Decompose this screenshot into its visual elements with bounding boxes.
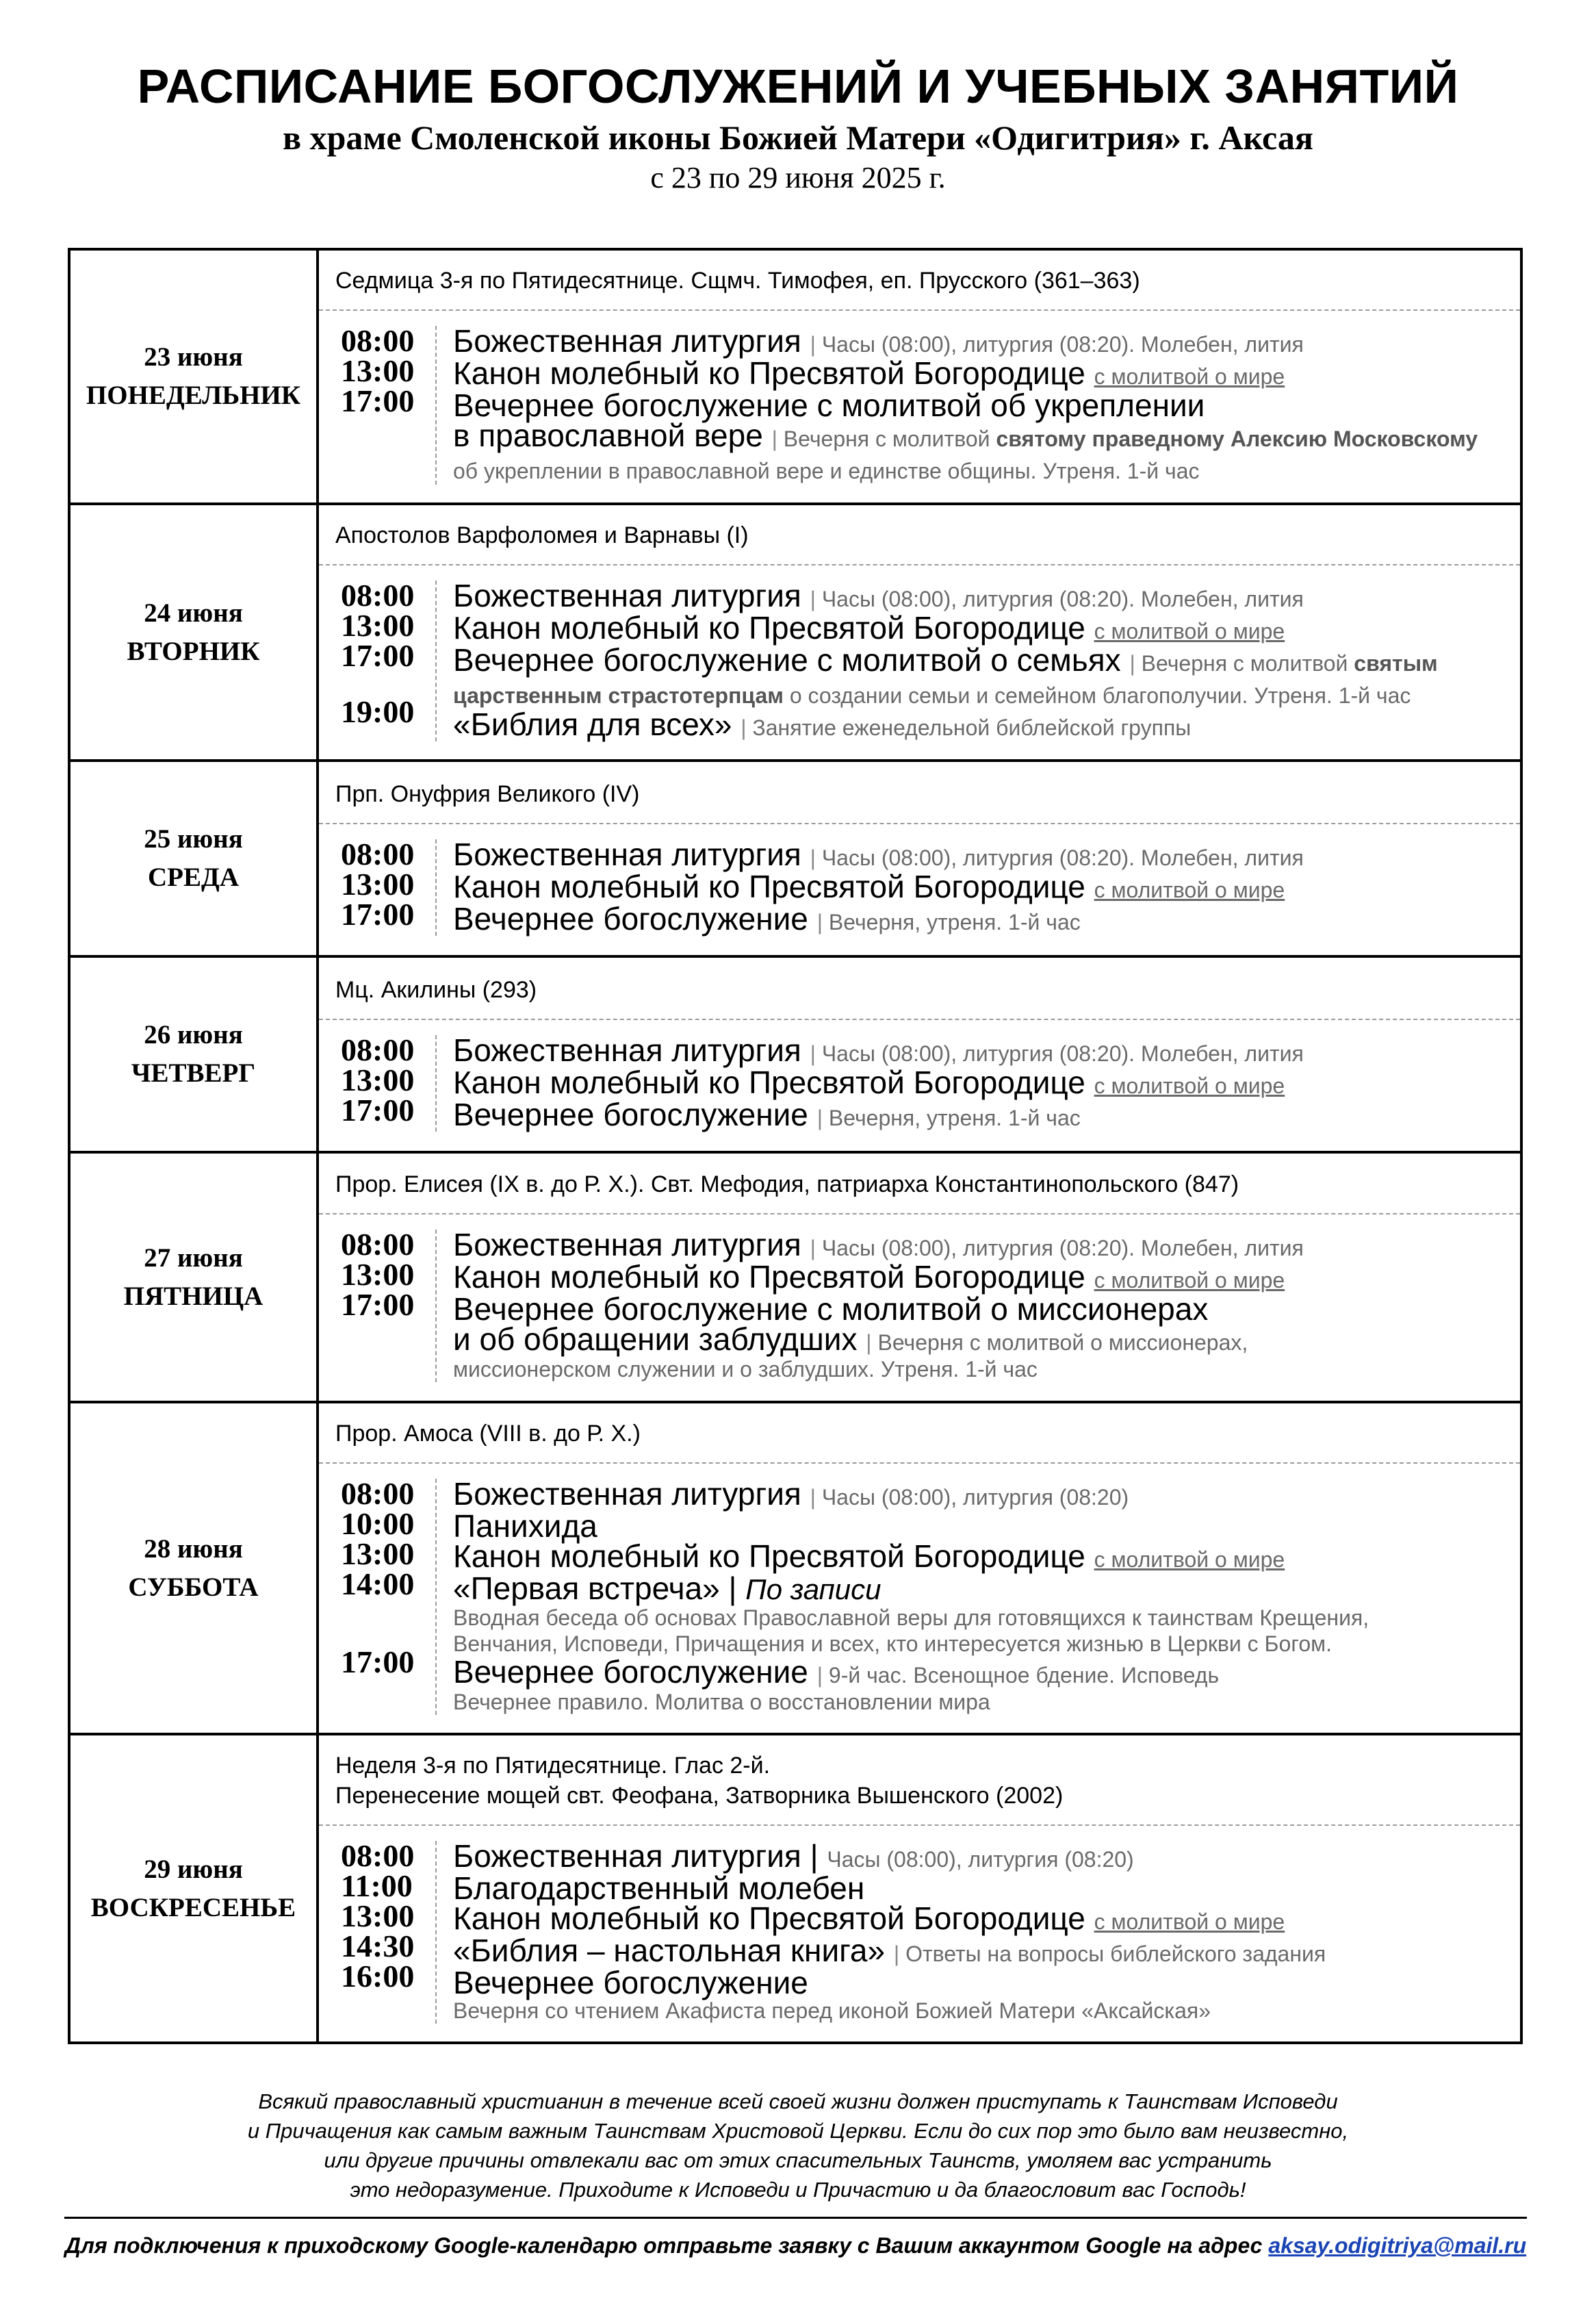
service-note: с молитвой о мире xyxy=(1094,877,1285,902)
commemoration xyxy=(319,1735,1520,1826)
service-title: Канон молебный ко Пресвятой Богородице xyxy=(453,1064,1085,1100)
service-time: 13:00 xyxy=(341,608,415,643)
service-note: Вечерня со чтением Акафиста перед иконой Божией Матери «Аксайская» xyxy=(453,1998,1211,2023)
service-time: 17:00 xyxy=(341,1092,415,1128)
separator: | xyxy=(810,1041,816,1066)
service-time: 08:00 xyxy=(341,1476,415,1511)
service-time: 08:00 xyxy=(341,1838,415,1873)
service-time: 13:00 xyxy=(341,1257,415,1292)
footnote-line: и Причащения как самым важным Таинствам Христовой Церкви. Если до сих пор это было вам неизвестно, xyxy=(247,2119,1349,2143)
service-note: с молитвой о мире xyxy=(1094,1909,1285,1934)
service-title: Канон молебный ко Пресвятой Богородице xyxy=(453,868,1085,904)
service-item xyxy=(453,1227,1506,1262)
service-note: Часы (08:00), литургия (08:20) xyxy=(827,1847,1134,1872)
service-time: 13:00 xyxy=(341,866,415,902)
separator: | xyxy=(810,1838,819,1874)
day-date: 28 июня xyxy=(144,1534,243,1564)
service-item xyxy=(453,642,1506,709)
services-cell xyxy=(318,249,1521,504)
service-item xyxy=(453,355,1506,391)
service-time: 17:00 xyxy=(341,1644,415,1679)
service-title: «Первая встреча» xyxy=(453,1570,720,1606)
day-weekday: СУББОТА xyxy=(128,1572,259,1602)
divider xyxy=(64,2217,1527,2219)
separator: | xyxy=(816,909,823,934)
service-time: 08:00 xyxy=(341,1227,415,1262)
page-title: РАСПИСАНИЕ БОГОСЛУЖЕНИЙ И УЧЕБНЫХ ЗАНЯТИЙ xyxy=(137,60,1459,113)
service-item xyxy=(453,1321,1506,1357)
service-item xyxy=(453,387,1506,423)
separator: | xyxy=(810,845,816,870)
time-column xyxy=(319,1227,437,1382)
service-time: 16:00 xyxy=(341,1959,415,1994)
service-item xyxy=(453,868,1506,904)
separator: | xyxy=(810,1485,816,1510)
service-time: 13:00 xyxy=(341,1536,415,1571)
service-note: Часы (08:00), литургия (08:20). Молебен, лития xyxy=(821,587,1304,611)
time-column xyxy=(319,578,437,741)
service-item xyxy=(453,1032,1506,1068)
service-item xyxy=(453,1900,1506,1936)
service-title: Вечернее богослужение xyxy=(453,900,808,937)
page-subtitle: в храме Смоленской иконы Божией Матери «Одигитрия» г. Аксая xyxy=(283,118,1313,157)
day-weekday: ПОНЕДЕЛЬНИК xyxy=(86,381,301,410)
service-time: 08:00 xyxy=(341,1032,415,1067)
time-column xyxy=(319,836,437,936)
service-time: 08:00 xyxy=(341,836,415,871)
service-time: 14:00 xyxy=(341,1566,415,1601)
commemoration: Мц. Акилины (293) xyxy=(319,960,1520,1020)
service-note: с молитвой о мире xyxy=(1094,619,1285,644)
date-cell xyxy=(69,1734,318,2043)
service-title: Божественная литургия xyxy=(453,323,801,359)
day-date: 25 июня xyxy=(144,824,243,854)
service-item xyxy=(453,1259,1506,1295)
services-cell xyxy=(318,956,1521,1152)
service-title: Канон молебный ко Пресвятой Богородице xyxy=(453,1538,1085,1574)
service-note: миссионерском служении и о заблудших. Утреня. 1-й час xyxy=(453,1357,1038,1382)
date-cell xyxy=(69,249,318,504)
service-item xyxy=(453,1838,1506,1874)
service-title: Канон молебный ко Пресвятой Богородице xyxy=(453,1900,1085,1936)
day-row-sunday xyxy=(69,1734,1521,2043)
service-time: 17:00 xyxy=(341,896,415,932)
service-note: Часы (08:00), литургия (08:20). Молебен, лития xyxy=(821,332,1304,357)
service-note: с молитвой о мире xyxy=(1094,1268,1285,1293)
day-row-tuesday xyxy=(69,504,1521,761)
day-weekday: ВТОРНИК xyxy=(127,636,260,666)
day-date: 26 июня xyxy=(144,1020,243,1049)
service-item xyxy=(453,900,1506,937)
day-date: 29 июня xyxy=(144,1854,243,1884)
service-note: об укреплении в православной вере и единстве общины. Утреня. 1-й час xyxy=(453,459,1200,483)
day-weekday: ЧЕТВЕРГ xyxy=(131,1058,256,1088)
date-cell xyxy=(69,761,318,956)
service-time: 11:00 xyxy=(341,1868,413,1903)
service-item xyxy=(453,420,1506,485)
service-note: с молитвой о мире xyxy=(1094,1547,1285,1572)
service-time: 17:00 xyxy=(341,383,415,418)
commemoration-line: Перенесение мощей свт. Феофана, Затворника Вышенского (2002) xyxy=(335,1783,1064,1809)
separator: | xyxy=(728,1570,737,1606)
service-note: Часы (08:00), литургия (08:20) xyxy=(821,1485,1129,1510)
separator: | xyxy=(810,587,816,611)
service-note: Вечернее правило. Молитва о восстановлении мира xyxy=(453,1690,990,1714)
service-title: Канон молебный ко Пресвятой Богородице xyxy=(453,610,1085,646)
schedule-period: с 23 по 29 июня 2025 г. xyxy=(650,161,946,194)
service-note: Вечерня с молитвой о миссионерах, xyxy=(877,1330,1248,1355)
service-note: Часы (08:00), литургия (08:20). Молебен, лития xyxy=(821,845,1304,870)
commemoration: Седмица 3-я по Пятидесятнице. Сщмч. Тимофея, еп. Прусского (361–363) xyxy=(319,251,1520,311)
day-date: 24 июня xyxy=(144,598,243,628)
service-note: о создании семьи и семейном благополучии. Утреня. 1-й час xyxy=(789,683,1411,708)
service-item xyxy=(453,1570,1506,1606)
separator: | xyxy=(893,1942,900,1966)
service-title: и об обращении заблудших xyxy=(453,1321,858,1357)
service-note: Часы (08:00), литургия (08:20). Молебен, лития xyxy=(821,1236,1304,1260)
service-time: 10:00 xyxy=(341,1506,415,1541)
separator: | xyxy=(866,1330,872,1355)
service-title: Божественная литургия xyxy=(453,578,801,613)
service-title: Божественная литургия xyxy=(453,1032,801,1068)
service-note-bold: святому праведному Алексию Московскому xyxy=(996,427,1478,451)
service-title: Божественная литургия xyxy=(453,1476,801,1512)
service-time: 13:00 xyxy=(341,1062,415,1097)
day-weekday: ПЯТНИЦА xyxy=(123,1281,263,1311)
service-note-bold: святым царственным страстотерпцам xyxy=(453,651,1438,708)
service-title: Канон молебный ко Пресвятой Богородице xyxy=(453,355,1085,391)
service-title: «Библия для всех» xyxy=(453,707,732,742)
service-note-italic: По записи xyxy=(745,1573,881,1605)
service-item xyxy=(453,1538,1506,1574)
day-row-saturday xyxy=(69,1402,1521,1734)
day-weekday: ВОСКРЕСЕНЬЕ xyxy=(90,1892,296,1922)
service-note: Ответы на вопросы библейского задания xyxy=(905,1942,1326,1966)
service-time: 08:00 xyxy=(341,578,415,613)
service-note: 9-й час. Всенощное бдение. Исповедь xyxy=(828,1663,1220,1688)
service-note: Вечерня, утреня. 1-й час xyxy=(828,909,1081,934)
service-title: Канон молебный ко Пресвятой Богородице xyxy=(453,1259,1085,1295)
time-column xyxy=(319,323,437,485)
service-title: Божественная литургия xyxy=(453,836,801,872)
footnote xyxy=(137,2087,1459,2204)
service-title: Вечернее богослужение с молитвой о семьях xyxy=(453,642,1121,678)
day-row-wednesday xyxy=(69,761,1521,956)
service-item xyxy=(453,323,1506,359)
day-row-friday xyxy=(69,1152,1521,1402)
service-time: 19:00 xyxy=(341,694,415,729)
service-item xyxy=(453,1965,1506,2000)
schedule-table xyxy=(68,248,1523,2044)
services-cell xyxy=(318,504,1521,761)
day-weekday: СРЕДА xyxy=(148,863,239,892)
commemoration: Прп. Онуфрия Великого (IV) xyxy=(319,764,1520,824)
time-column xyxy=(319,1476,437,1715)
service-time: 13:00 xyxy=(341,353,415,388)
footnote-line: это недоразумение. Приходите к Исповеди и Причастию и да благословит вас Господь! xyxy=(350,2178,1246,2202)
footnote-line: или другие причины отвлекали вас от этих спасительных Таинств, умоляем вас устранить xyxy=(324,2148,1272,2172)
separator: | xyxy=(816,1663,823,1688)
separator: | xyxy=(1129,651,1135,676)
service-time: 13:00 xyxy=(341,1898,415,1933)
service-item xyxy=(453,1096,1506,1132)
service-title: Панихида xyxy=(453,1508,597,1544)
service-description: Венчания, Исповеди, Причащения и всех, кто интересуется жизнью в Церкви с Богом. xyxy=(453,1631,1332,1656)
service-time: 17:00 xyxy=(341,638,415,673)
service-title: Вечернее богослужение с молитвой о миссионерах xyxy=(453,1291,1209,1327)
service-title: Божественная литургия xyxy=(453,1227,801,1262)
service-note: Вечерня с молитвой xyxy=(783,427,990,451)
service-title: «Библия – настольная книга» xyxy=(453,1933,886,1968)
service-time: 08:00 xyxy=(341,323,415,358)
service-note: с молитвой о мире xyxy=(1094,364,1285,389)
services-cell xyxy=(318,1734,1521,2043)
separator: | xyxy=(741,715,747,740)
time-column xyxy=(319,1838,437,2024)
time-column xyxy=(319,1032,437,1132)
service-note: Вечерня, утреня. 1-й час xyxy=(828,1105,1081,1130)
service-item xyxy=(453,709,1506,741)
service-title: Вечернее богослужение с молитвой об укреплении xyxy=(453,387,1205,423)
date-cell xyxy=(69,504,318,761)
service-note: с молитвой о мире xyxy=(1094,1073,1285,1098)
email-link[interactable]: aksay.odigitriya@mail.ru xyxy=(1268,2233,1527,2258)
service-item xyxy=(453,610,1506,646)
footnote-line: Всякий православный христианин в течение всей своей жизни должен приступать к Таинствам Исповеди xyxy=(258,2089,1338,2113)
contact-line xyxy=(64,2233,1527,2258)
service-item xyxy=(453,1291,1506,1327)
separator: | xyxy=(771,427,777,451)
separator: | xyxy=(810,332,816,357)
day-date: 23 июня xyxy=(144,342,243,372)
service-item xyxy=(453,1935,1506,1968)
service-note: Занятие еженедельной библейской группы xyxy=(752,715,1192,740)
service-title: Благодарственный молебен xyxy=(453,1870,865,1906)
service-item xyxy=(453,1654,1506,1690)
service-description: Вводная беседа об основах Православной веры для готовящихся к таинствам Крещения, xyxy=(453,1605,1369,1630)
date-cell xyxy=(69,1152,318,1402)
service-time: 17:00 xyxy=(341,1287,415,1322)
service-title: Вечернее богослужение xyxy=(453,1965,808,2000)
service-item xyxy=(453,1870,1506,1906)
service-title: Вечернее богослужение xyxy=(453,1654,808,1690)
service-item xyxy=(453,1508,1506,1544)
day-row-monday xyxy=(69,249,1521,504)
day-date: 27 июня xyxy=(144,1243,243,1273)
services-cell xyxy=(318,1152,1521,1402)
service-item xyxy=(453,1476,1506,1512)
service-title: в православной вере xyxy=(453,418,763,453)
service-title: Вечернее богослужение xyxy=(453,1096,808,1132)
service-note: Часы (08:00), литургия (08:20). Молебен, лития xyxy=(821,1041,1304,1066)
commemoration-line: Неделя 3-я по Пятидесятнице. Глас 2-й. xyxy=(335,1753,771,1779)
day-row-thursday xyxy=(69,956,1521,1152)
services-cell xyxy=(318,1402,1521,1734)
service-title: Божественная литургия xyxy=(453,1838,801,1874)
commemoration: Апостолов Варфоломея и Варнавы (I) xyxy=(319,505,1520,565)
contact-text: Для подключения к приходскому Google-календарю отправьте заявку с Вашим аккаунтом Google на адрес xyxy=(64,2233,1263,2258)
services-cell xyxy=(318,761,1521,956)
separator: | xyxy=(816,1105,823,1130)
service-note: Вечерня с молитвой xyxy=(1141,651,1348,676)
commemoration: Прор. Елисея (IX в. до Р. Х.). Свт. Мефодия, патриарха Константинопольского (847) xyxy=(319,1154,1520,1214)
service-item xyxy=(453,578,1506,613)
service-item xyxy=(453,1064,1506,1100)
service-item xyxy=(453,836,1506,872)
date-cell xyxy=(69,1402,318,1734)
date-cell xyxy=(69,956,318,1152)
service-time: 14:30 xyxy=(341,1929,415,1963)
separator: | xyxy=(810,1236,816,1260)
commemoration: Прор. Амоса (VIII в. до Р. Х.) xyxy=(319,1403,1520,1464)
